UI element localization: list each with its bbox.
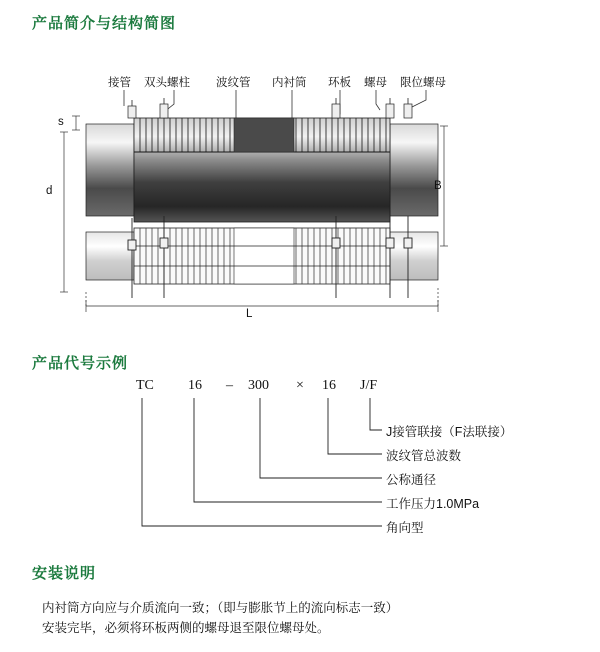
- dimension-label-s: s: [58, 116, 64, 128]
- section-title-code: 产品代号示例: [32, 355, 129, 372]
- code-desc-diameter: 公称通径: [386, 473, 437, 487]
- structure-diagram: [40, 60, 560, 330]
- code-desc-type: 角向型: [386, 521, 424, 535]
- install-notes: [42, 598, 562, 638]
- dimension-label-B: B: [434, 180, 442, 192]
- code-token-dash: –: [226, 378, 233, 393]
- callout-label-nut: 螺母: [364, 77, 387, 89]
- code-token-times: ×: [296, 378, 304, 393]
- code-desc-pressure: 工作压力1.0MPa: [386, 497, 480, 511]
- callout-label-stud: 双头螺柱: [144, 77, 190, 89]
- product-code-diagram: [40, 378, 560, 543]
- section-title-install: 安装说明: [32, 565, 97, 582]
- code-token-pressure: 16: [188, 378, 202, 393]
- structure-drawing-svg: [40, 60, 560, 330]
- dimension-label-L: L: [246, 308, 253, 320]
- code-leader-lines: [40, 378, 560, 543]
- code-token-diameter: 300: [248, 378, 269, 393]
- callout-label-ring-plate: 环板: [328, 77, 351, 89]
- install-note-2: 安装完毕，必须将环板两侧的螺母退至限位螺母处。: [42, 621, 330, 635]
- code-token-conn: J/F: [360, 378, 378, 393]
- code-token-series: TC: [136, 378, 154, 393]
- callout-label-pipe: 接管: [108, 77, 131, 89]
- code-desc-waves: 波纹管总波数: [386, 449, 462, 463]
- code-token-waves: 16: [322, 378, 336, 393]
- callout-label-liner: 内衬筒: [272, 77, 307, 89]
- code-desc-connection: J接管联接（F法联接）: [386, 425, 513, 439]
- dimension-label-d: d: [46, 185, 53, 197]
- callout-label-bellows: 波纹管: [216, 77, 251, 89]
- section-title-structure: 产品简介与结构简图: [32, 15, 177, 32]
- install-note-1: 内衬筒方向应与介质流向一致；（即与膨胀节上的流向标志一致）: [42, 601, 399, 615]
- callout-label-limit-nut: 限位螺母: [400, 77, 446, 89]
